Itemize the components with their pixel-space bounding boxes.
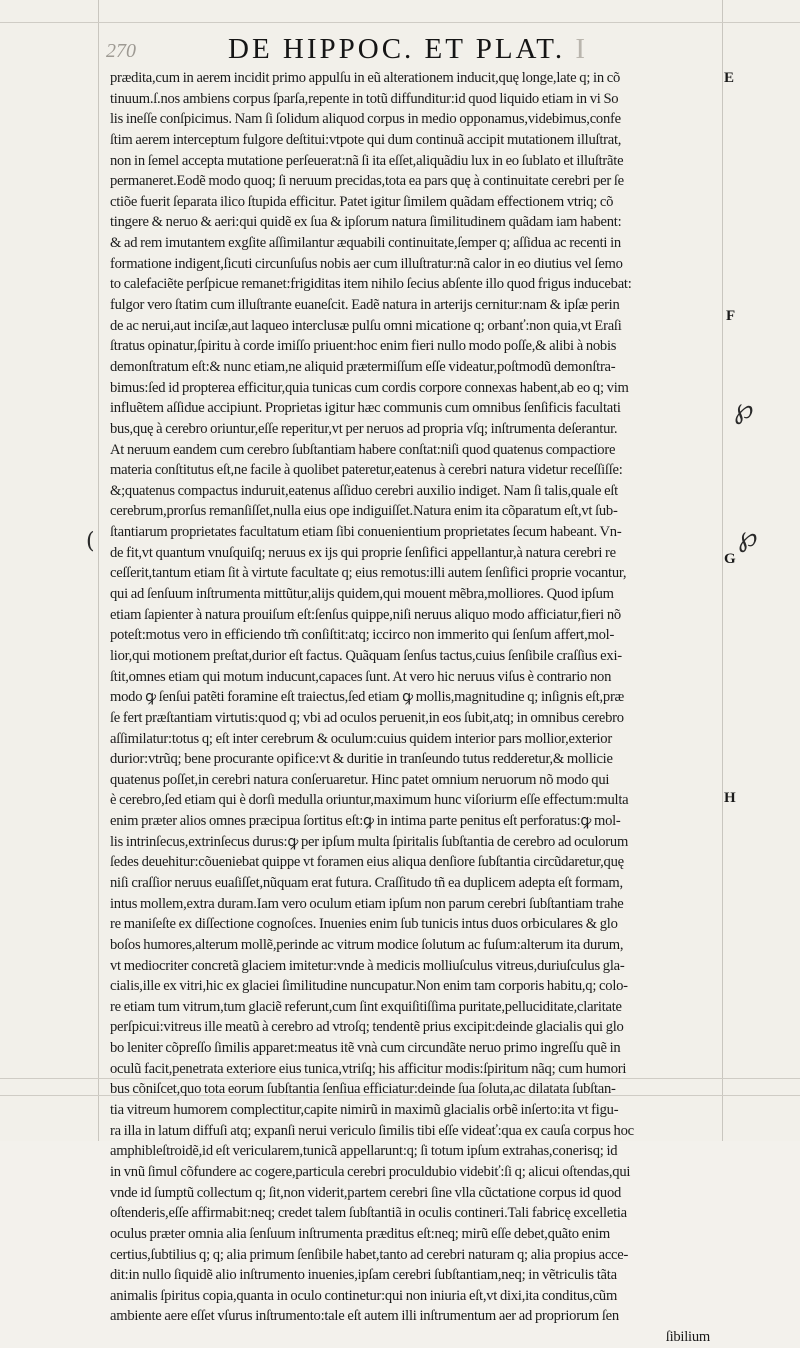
- text-line: ſibilium: [665, 1329, 710, 1346]
- text-line: ſtratus opinatur,ſpiritu à corde imiſſo priuent:hoc enim fieri nullo modo poſſe,& alibi à nobis: [110, 338, 617, 355]
- text-line: boſos humores,alterum mollẽ,perinde ac vitrum modice ſolutum ac fuſum:alterum ita durum,: [110, 936, 624, 953]
- text-line: permaneret.Eodẽ modo quoq; ſi neruum precidas,tota ea pars quę à continuitate cerebri per ſe: [110, 173, 624, 190]
- text-line: de fit,vt quantum vnuſquiſq; neruus ex ijs qui proprie ſenſifici appellantur,à natura cerebri re: [110, 544, 616, 561]
- text-line: animalis ſpiritus copia,quanta in oculo continetur:qui non iniuria eſt,vt dixi,ita conditus,cũm: [110, 1287, 618, 1304]
- text-line: tinuum.ſ.nos ambiens corpus ſparſa,repente in totũ diffunditur:id quod liquido etiam in vi So: [110, 90, 619, 107]
- running-head-remnant: I: [575, 33, 589, 65]
- text-line: tingere & neruo & aeri:qui quidẽ ex ſua & ipſorum natura ſimilitudinem quãdam iam habent:: [110, 214, 622, 231]
- text-line: bo leniter cõpreſſo ſimilis apparet:meatus itẽ vnà cum circundãte neruo primo ingreſſu quẽ in: [110, 1040, 621, 1057]
- text-line: amphibleſtroidẽ,id eſt vericularem,tunicã appellarunt:q; ſi totum ipſum extrahas,conerisq; id: [110, 1143, 618, 1160]
- text-line: ctiõe fuerit ſeparata ilico ſtupida efficitur. Patet igitur ſimilem quãdam effectionem vtriq; cõ: [110, 193, 614, 210]
- text-line: aſſimilatur:totus q; eſt inter cerebrum & oculum:cuius quidem interior pars mollior,exterior: [110, 730, 612, 747]
- text-line: enim præter alios omnes præcipua ſortitus eſt:ꝙ in intima parte penitus eſt perforatus:ꝙ mol-: [110, 813, 621, 830]
- text-line: fulgor vero ſtatim cum illuſtrante euaneſcit. Eadẽ natura in arterijs cernitur:nam & ipſæ perin: [110, 297, 620, 314]
- text-line: to calefaciẽte perſpicue remanet:frigiditas item nihilo ſecius abſente illo quod frigus inducebat:: [110, 276, 632, 293]
- text-line: poteſt:motus vero in efficiendo tm̃ conſiſtit:atq; iccirco non immerito qui ſenſum affert,mol-: [110, 627, 615, 644]
- text-line: bus cõniſcet,quo tota eorum ſubſtantia ſenſiua efficiatur:deinde ſua ſoluta,ac dilatata ſubſtan-: [110, 1081, 616, 1098]
- handwritten-annotation-mark: ℘: [734, 392, 754, 425]
- text-line: materia conſtitutus eſt,ne facile à quolibet pateretur,eatenus à cerebri natura videtur receſſiſſe:: [110, 462, 623, 479]
- marginal-letter-f: F: [726, 308, 736, 324]
- running-head-text: DE HIPPOC. ET PLAT.: [228, 33, 566, 65]
- text-line: oſtenderis,eſſe affirmabit:neq; credet talem ſubſtantiã in oculis contineri.Tali fabricę excelletia: [110, 1205, 627, 1222]
- text-line: lis ineſſe conſpicimus. Nam ſi ſolidum aliquod corpus in medio opponamus,videbimus,confe: [110, 111, 621, 128]
- marginal-letter-e: E: [724, 70, 735, 86]
- text-line: & ad rem imutantem exgſite aſſimilantur æquabili continuitate,ſemper q; aſſidua ac recenti in: [110, 235, 621, 252]
- text-line: cerebrum,prorſus remanſiſſet,nulla eius ope indiguiſſet.Natura enim ita cõparatum eſt,vt ſub-: [110, 503, 618, 520]
- text-line: certius,ſubtilius q; q; alia primum ſenſibile habet,tanto ad cerebri naturam q; alia propius acce-: [110, 1246, 629, 1263]
- text-line: cialis,ille ex vitri,hic ex glaciei ſimilitudine nuncupatur.Non enim tam corporis habitu,q; colo-: [110, 978, 628, 995]
- text-line: vnde id ſumptũ collectum q; ſit,non viderit,partem cerebri ſine vlla cũctatione corpus id quod: [110, 1184, 622, 1201]
- text-line: tia vitreum humorem complectitur,capite nimirũ in maximũ glacialis orbẽ inſerto:ita vt figu-: [110, 1102, 619, 1119]
- body-text: [110, 68, 722, 1348]
- text-line: formatione indigent,ſicuti circunſuſus nobis aer cum illuſtratur:nã calor in eo diutius vel ſemo: [110, 255, 623, 272]
- text-line: ambiente aere eſſet vſurus inſtrumento:tale eſt autem illi inſtrumentum aer ad propriorum ſen: [110, 1308, 619, 1325]
- text-line: bus,quę à cerebro oriuntur,eſſe reperitur,vt per neruos ad propria vſq; inſtrumenta deſerantur.: [110, 420, 618, 437]
- handwritten-annotation-mark: ℘: [738, 520, 758, 553]
- text-line: è cerebro,ſed etiam qui è dorſi medulla oriuntur,maximum hunc viſoriurm eſſe effectum:multa: [110, 792, 629, 809]
- text-line: dit:in nullo ſiquidẽ alio inſtrumento inuenies,ipſam cerebri ſubſtantiam,neq; in vẽtriculis tãta: [110, 1267, 617, 1284]
- text-line: ceſſerit,tantum etiam ſit à virtute facultate q; eius remotus:illi autem ſenſifici proprie vocantur,: [110, 565, 627, 582]
- text-line: lior,qui motionem preſtat,durior eſt factus. Quãquam ſenſus tactus,cuius ſenſibile craſſius exi-: [110, 647, 622, 664]
- text-line: ſtit,omnes etiam qui motum inducunt,capaces ſunt. At vero hic neruus viſus è contrario non: [110, 668, 612, 685]
- handwritten-bracket-mark: (: [86, 529, 95, 554]
- text-line: intus mollem,extra duram.Iam vero oculum etiam ipſum non parum cerebri ſubſtantiam trahe: [110, 895, 624, 912]
- text-line: ra illa in latum diffuſi atq; expanſi nerui vericulo ſimilis tibi eſſe videať:qua ex cauſa corpus hoc: [110, 1122, 634, 1139]
- text-line: ſtim aerem interceptum fulgore deſtitui:vtpote qui dum continuã accipit mutationem illuſtrat,: [110, 131, 622, 148]
- text-line: oculus præter omnia alia ſenſuum inſtrumenta præditus eſt:neq; mirũ eſſe debet,quãto enim: [110, 1225, 610, 1242]
- marginal-letter-g: G: [724, 551, 736, 567]
- text-line: ſe fert præſtantiam virtutis:quod q; vbi ad oculos peruenit,in eos ſubit,atq; in omnibus cerebro: [110, 709, 624, 726]
- marginal-letter-h: H: [724, 790, 736, 806]
- text-line: re maniſeſte ex diſſectione cognoſces. Inuenies enim ſub tunicis intus duos orbiculares & glo: [110, 916, 618, 933]
- text-line: vt mediocriter concretã glaciem imitetur:vnde à medicis molliuſculus vitreus,duriuſculus gla-: [110, 957, 625, 974]
- left-margin-bleed: [0, 40, 96, 1070]
- text-line: perſpicui:vitreus ille meatũ à cerebro ad vtroſq; tendentẽ prius excipit:deinde glacialis qui glo: [110, 1019, 624, 1036]
- text-line: influẽtem aſſidue accipiunt. Proprietas igitur hæc communis cum omnibus ſenſificis facultati: [110, 400, 621, 417]
- text-line: durior:vtrũq; bene procurante opifice:vt & duritie in tranſeundo tutus redderetur,& mollicie: [110, 751, 613, 768]
- text-line: ſedes deuehitur:cõueniebat quippe vt foramen eius aliqua denſiore ſubſtantia circũdaretur,quę: [110, 854, 624, 871]
- text-line: lis intrinſecus,extrinſecus durus:ꝙ per ipſum multa ſpiritalis ſubſtantia de cerebro ad oculorum: [110, 833, 629, 850]
- text-line: re etiam tum vitrum,tum glaciẽ referunt,cum ſint exquiſitiſſima puritate,pelluciditate,claritate: [110, 998, 622, 1015]
- left-margin-rule: [98, 0, 99, 1141]
- text-line: in vnũ ſimul cõfundere ac cogere,particula cerebri proculdubio videbiť:ſi q; alicui oſtendas,qui: [110, 1163, 631, 1180]
- top-margin-rule: [0, 22, 800, 23]
- text-line: non in ſemel accepta mutatione perſeuerat:nã ſi ita eſſet,aliquãdiu lux in eo ſublato et illuſtrãte: [110, 152, 624, 169]
- text-line: de ac nerui,aut inciſæ,aut laqueo interclusæ pulſu omni micatione q; orbanť:non quia,vt Eraſi: [110, 317, 622, 334]
- text-line: demonſtratum eſt:& nunc etiam,ne aliquid prætermiſſum eſſe videatur,poſtmodũ demonſtra-: [110, 358, 616, 375]
- text-line: etiam ſapienter à natura prouiſum eſt:ſenſus quippe,niſi neruus aliquo modo afficiatur,fieri nõ: [110, 606, 621, 623]
- text-line: niſi craſſior neruus euaſiſſet,nũquam erat futura. Craſſitudo tñ ea duplicem adepta eſt formam,: [110, 874, 623, 891]
- text-line: prædita,cum in aerem incidit primo appulſu in eũ alterationem inducit,quę longe,late q; in cõ: [110, 70, 621, 86]
- text-line: quatenus poſſet,in cerebri natura conſeruaretur. Hinc patet omnium neruorum nõ modo qui: [110, 771, 610, 788]
- text-line: ſtantiarum proprietates facultatum etiam ſibi conuenientium proprietates ſecum habeant. Vn-: [110, 524, 622, 541]
- text-line: oculũ facit,penetrata exteriore eius tunica,vtriſq; his afficitur modis:ſpiritum nãq; cum humori: [110, 1060, 627, 1077]
- text-line: qui ad ſenſuum inſtrumenta mittũtur,alijs quidem,qui mouent mẽbra,molliores. Quod ipſum: [110, 586, 614, 603]
- text-line: modo ꝙ ſenſui patẽti foramine eſt traiectus,ſed etiam ꝙ mollis,magnitudine q; inſignis eſt,præ: [110, 689, 625, 706]
- text-line: bimus:ſed id propterea efficitur,quia tunicas cum cordis corpore connexas habent,ab eo q; vim: [110, 379, 629, 396]
- right-margin-rule: [722, 0, 723, 1141]
- running-head: [228, 33, 588, 66]
- text-line: At neruum eandem cum cerebro ſubſtantiam habere conſtat:niſi quod quatenus compactiore: [110, 441, 616, 458]
- page-number: 270: [106, 40, 136, 62]
- text-line: &;quatenus compactus induruit,eatenus aſſiduo cerebri auxilio indiget. Nam ſi talis,quale eſt: [110, 482, 618, 499]
